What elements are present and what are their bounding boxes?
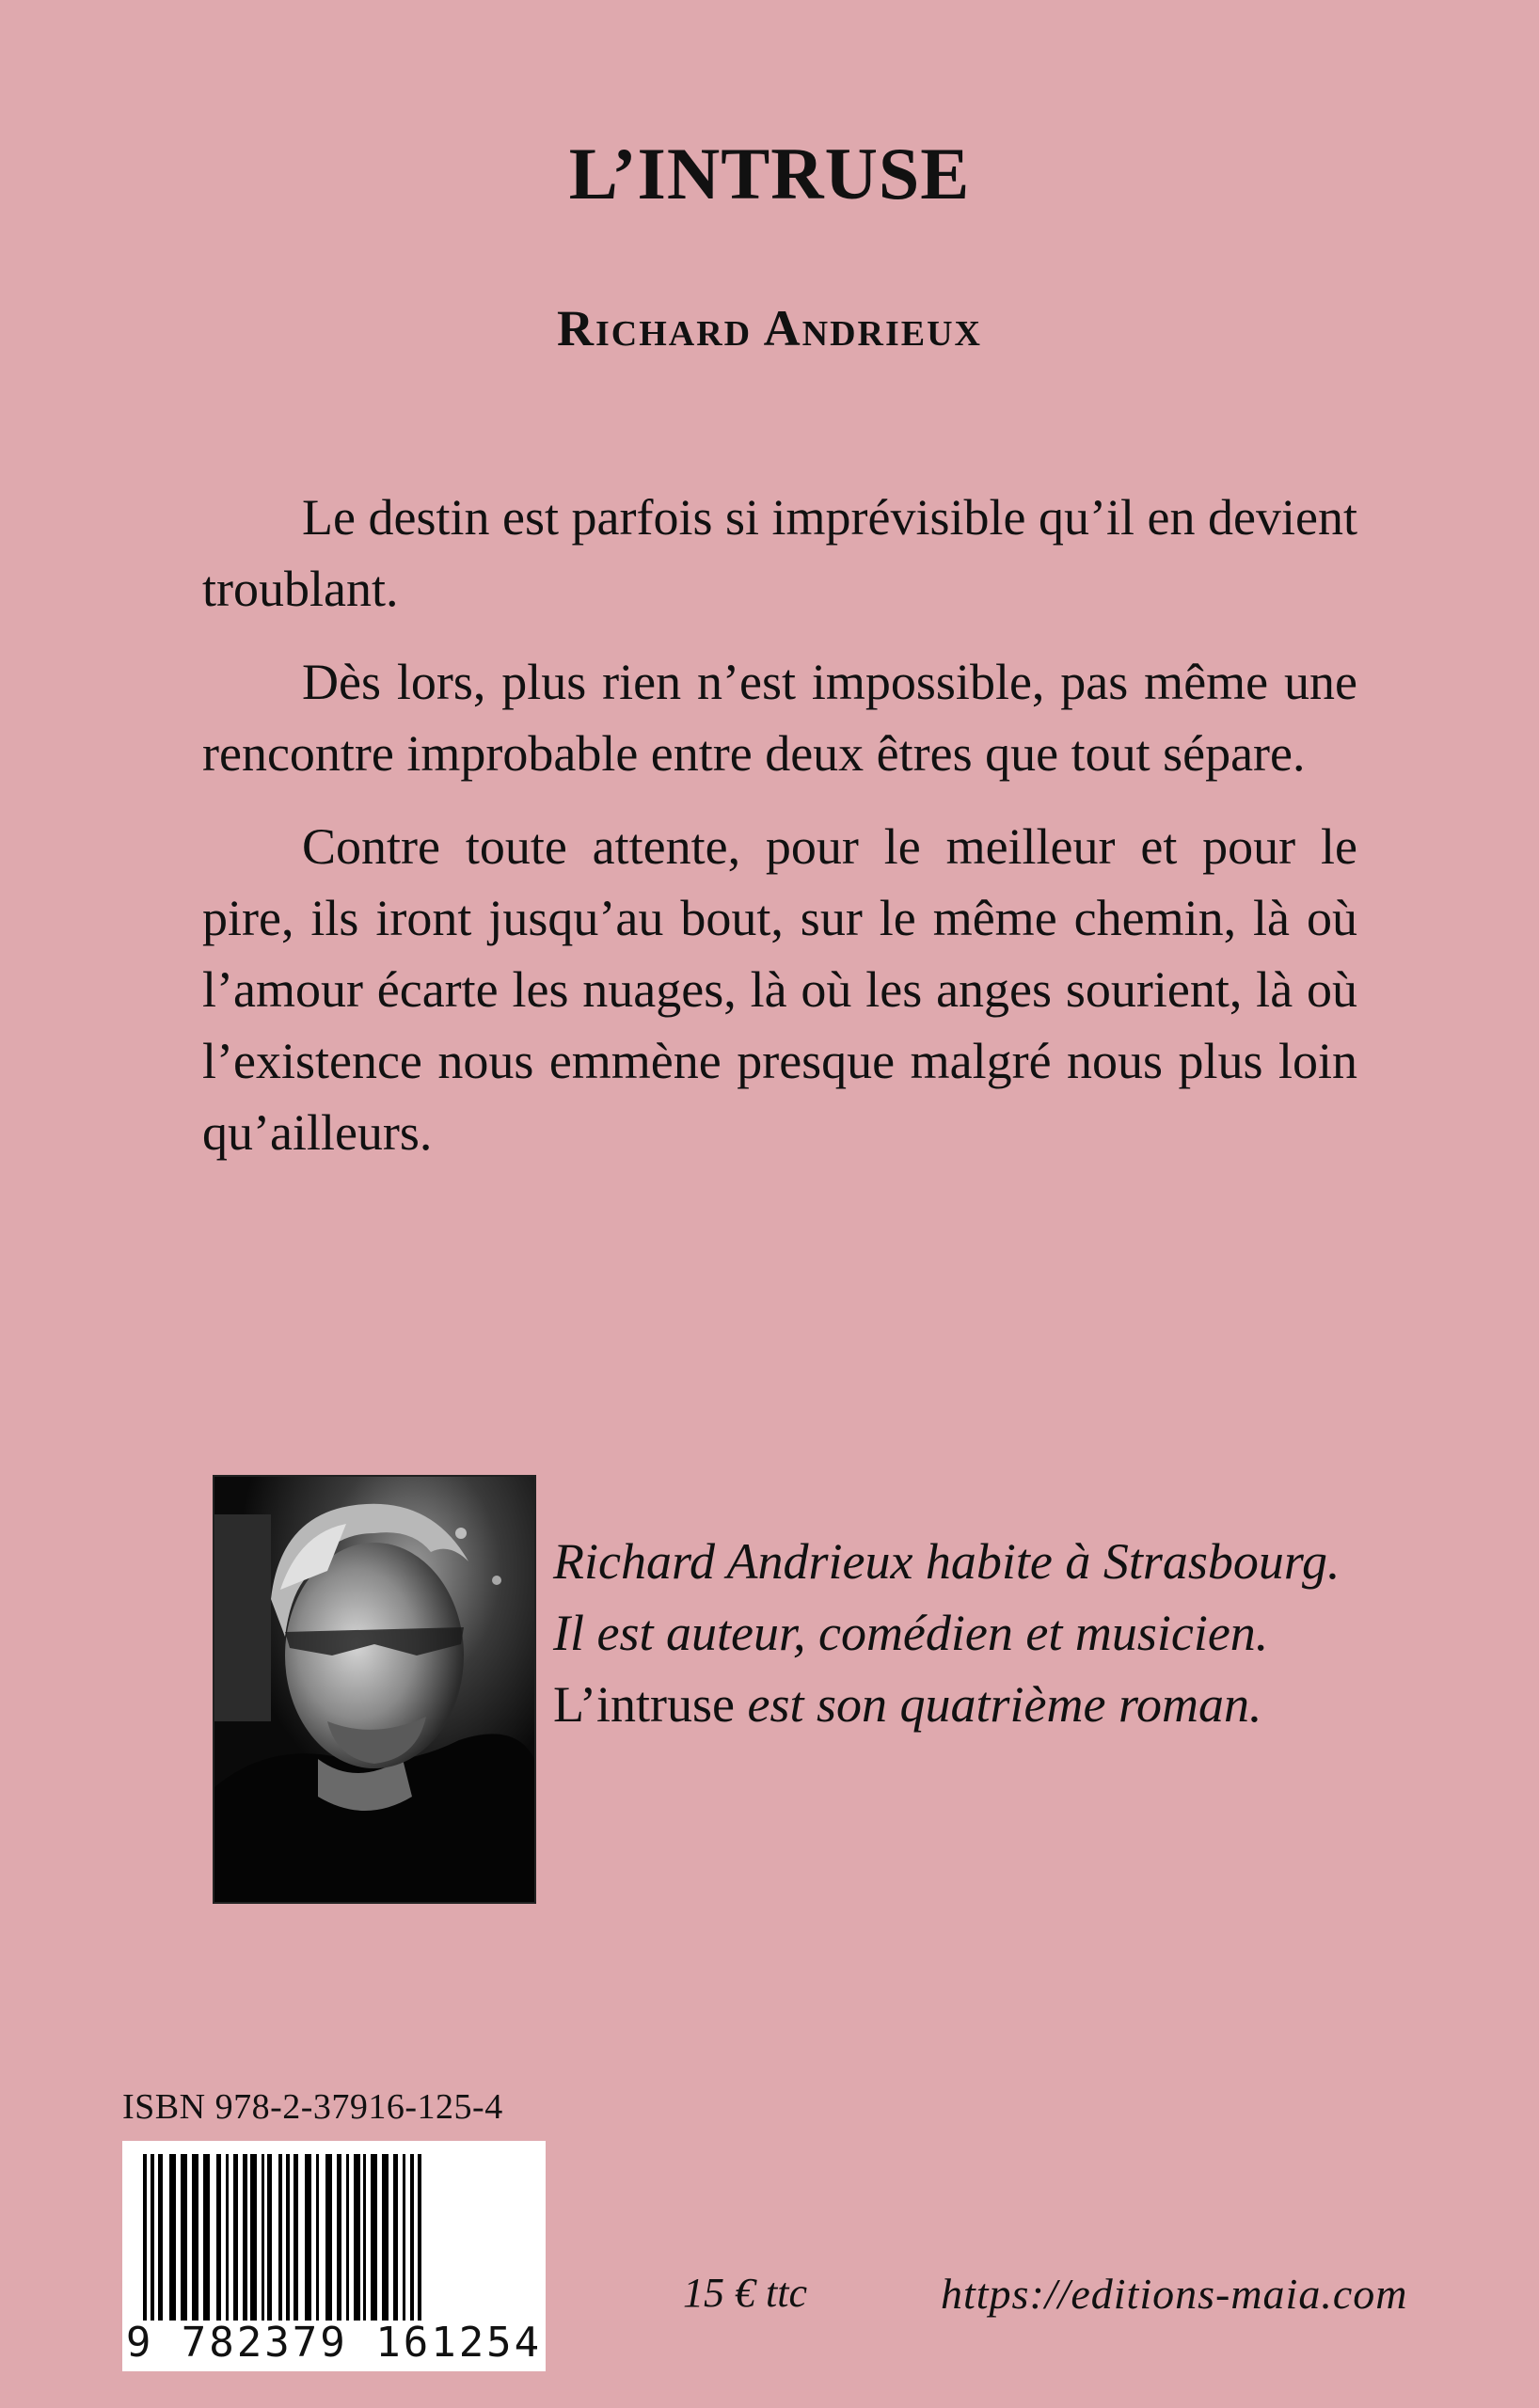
back-cover-blurb [202,482,1357,1190]
bio-line-rest: est son quatrième roman. [734,1676,1262,1733]
author-photo [213,1475,536,1904]
barcode-bar [325,2154,332,2328]
price: 15 € ttc [683,2270,807,2316]
barcode-bar [354,2154,360,2328]
barcode-bar [371,2154,377,2328]
book-title: L’INTRUSE [568,133,971,214]
author-bio [553,1526,1494,1740]
barcode-bar [181,2154,187,2328]
blurb-paragraph: Dès lors, plus rien n’est impossible, pas même une rencontre improbable entre deux êtres que tout sépare. [202,654,1357,782]
bio-book-title: L’intruse [553,1676,735,1733]
barcode-bar [346,2154,349,2328]
isbn-label: ISBN 978-2-37916-125-4 [122,2087,503,2127]
barcode-bar [316,2154,319,2328]
barcode-bar [250,2154,257,2328]
barcode-bar [363,2154,366,2328]
barcode-bar [267,2154,272,2328]
blurb-paragraph: Le destin est parfois si imprévisible qu’il en devient troublant. [202,489,1357,617]
barcode-bar [203,2154,210,2328]
barcode-bar [158,2154,163,2328]
barcode-bar [233,2154,238,2328]
blurb-paragraph: Contre toute attente, pour le meilleur et pour le pire, ils iront jusqu’au bout, sur le même chemin, là où l’amour écarte les nuages, là où les anges sourient, là où l’existence nous emmène presque malgré nous plus loin qu’ailleurs. [202,818,1357,1161]
author-name: Richard Andrieux [557,300,982,356]
barcode-bar [169,2154,176,2328]
bio-line: Richard Andrieux habite à Strasbourg. [553,1533,1341,1590]
barcode [122,2141,546,2371]
bio-line: Il est auteur, comédien et musicien. [553,1605,1269,1661]
barcode-bar [243,2154,247,2328]
barcode-bar [216,2154,221,2328]
barcode-bar [337,2154,341,2328]
bio-line [553,1669,1494,1740]
barcode-bar [393,2154,398,2328]
barcode-bar [403,2154,405,2328]
barcode-bar [294,2154,298,2328]
barcode-bar [226,2154,229,2328]
barcode-bar [305,2154,311,2328]
publisher-url: https://editions-maia.com [941,2270,1408,2318]
barcode-bar [192,2154,198,2328]
barcode-digits: 9 782379 161254 [122,2321,546,2366]
barcode-bar [382,2154,389,2328]
barcode-bar [262,2154,264,2328]
